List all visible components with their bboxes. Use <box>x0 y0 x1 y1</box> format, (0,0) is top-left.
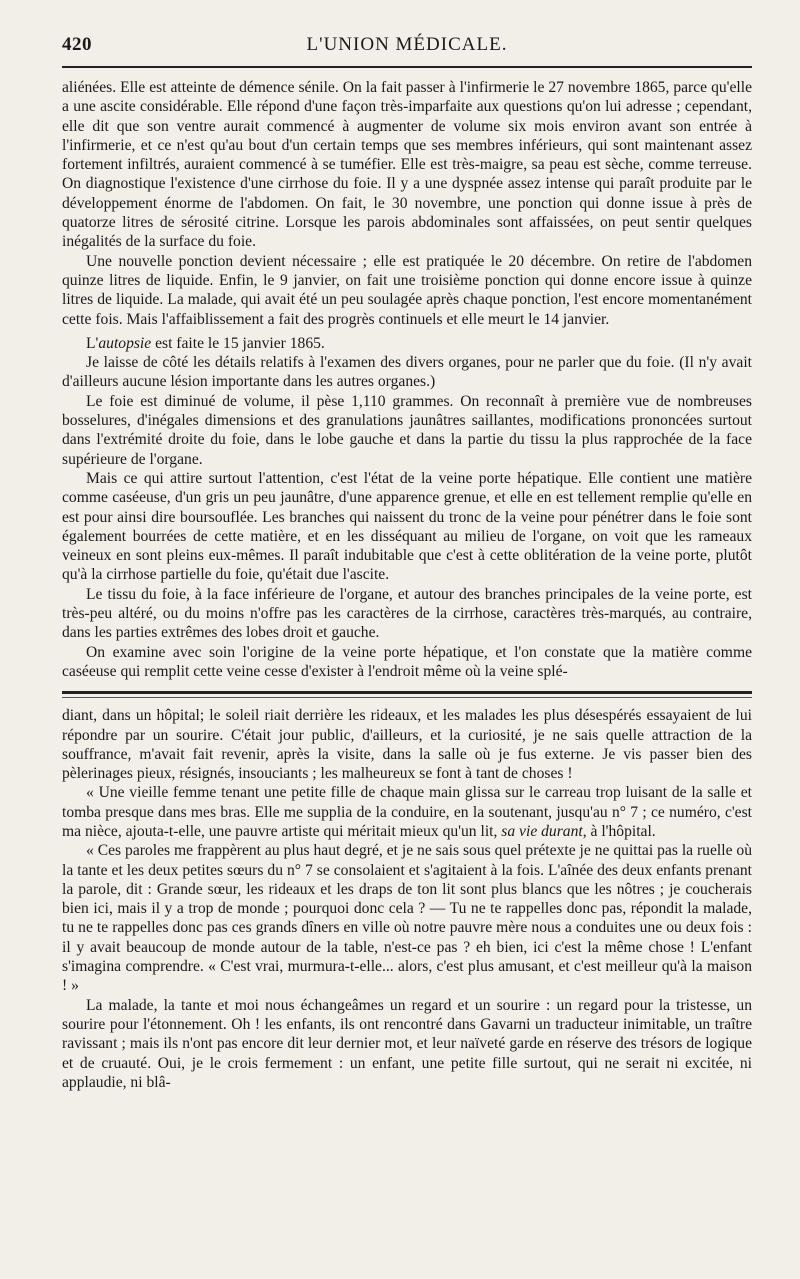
feuilleton-text: , à l'hôpital. <box>582 822 656 840</box>
case-paragraph: aliénées. Elle est atteinte de démence sénile. On la fait passer à l'infirmerie le 27 novembre 1865, parce qu'elle a une ascite considérable. Elle répond d'une façon très-imparfaite aux questions qu'on lui adresse ; cependant, elle dit que son ventre aurait commencé à augmenter de volume six mois environ avant son entrée à l'infirmerie, et ce n'est qu'au bout d'un certain temps que ses membres inférieurs, qui sont maintenant assez fortement infiltrés, auraient commencé à se tuméfier. Elle est très-maigre, sa peau est sèche, comme terreuse. On diagnostique l'existence d'une cirrhose du foie. Il y a une dyspnée assez intense qui paraît produite par le développement énorme de l'abdomen. On fait, le 30 novembre, une ponction qui donne issue à près de quatorze litres de sérosité citrine. Lorsque les parois abdominales sont affaissées, on peut sentir quelques inégalités de la surface du foie. <box>62 79 752 251</box>
autopsy-prefix: L' <box>86 334 99 352</box>
header-rule <box>62 66 752 68</box>
feuilleton-section <box>62 706 752 1092</box>
feuilleton-italic: sa vie durant <box>501 822 583 840</box>
autopsy-heading <box>62 334 752 353</box>
journal-title: L'UNION MÉDICALE. <box>306 34 508 55</box>
feuilleton-paragraph <box>62 783 752 841</box>
feuilleton-paragraph: diant, dans un hôpital; le soleil riait derrière les rideaux, et les malades les plus désespérés essayaient de lui répondre par un sourire. C'était jour public, d'ailleurs, et la curiosité, je ne sais quelle attraction de la souffrance, m'avait fait revenir, après la visite, dans la salle où je fus externe. Je vis passer bien des pèlerinages pieux, résignés, insouciants ; les malheureux se font à tant de choses ! <box>62 707 752 783</box>
case-paragraph: On examine avec soin l'origine de la veine porte hépatique, et l'on constate que la matière comme caséeuse qui remplit cette veine cesse d'exister à l'endroit même où la veine splé- <box>62 643 752 680</box>
case-paragraph: Le tissu du foie, à la face inférieure de l'organe, et autour des branches principales de la veine porte, est très-peu altéré, ou du moins n'offre pas les caractères de la cirrhose, caractères très-marqués, au contraire, dans les parties extrêmes des lobes droit et gauche. <box>62 585 752 642</box>
feuilleton-text: « Une vieille femme tenant une petite fille de chaque main glissa sur le carreau trop luisant de la salle et tomba presque dans mes bras. Elle me supplia de la conduire, en la soutenant, jusqu'au n° 7 ; ce numéro, c'est ma nièce, ajouta-t-elle, une pauvre artiste qui méritait mieux qu'un lit, <box>62 784 752 840</box>
page-number: 420 <box>62 34 92 55</box>
case-paragraph: Mais ce qui attire surtout l'attention, c'est l'état de la veine porte hépatique. Elle contient une matière comme caséeuse, d'un gris un peu jaunâtre, d'une apparence grenue, et elle en est tellement remplie qu'elle en est pour ainsi dire boursouflée. Les branches qui naissent du tronc de la veine pour pénétrer dans le foie sont également bourrées de cette matière, et en les disséquant au milieu de l'organe, on voit que les rameaux veineux en sont pleins eux-mêmes. Il paraît indubitable que c'est à cette oblitération de la veine porte, plutôt qu'à la cirrhose partielle du foie, qu'était due l'ascite. <box>62 469 752 584</box>
clinical-case-section <box>62 78 752 681</box>
case-paragraph: Une nouvelle ponction devient nécessaire ; elle est pratiquée le 20 décembre. On retire de l'abdomen quinze litres de liquide. Enfin, le 9 janvier, on fait une troisième ponction qui donne encore issue à quinze litres de liquide. La malade, qui avait été un peu soulagée après chaque ponction, l'est encore momentanément cette fois. Mais l'affaiblissement a fait des progrès continuels et elle meurt le 14 janvier. <box>62 252 752 328</box>
case-paragraph: Le foie est diminué de volume, il pèse 1,110 grammes. On reconnaît à première vue de nombreuses bosselures, d'inégales dimensions et des granulations jaunâtres saillantes, modifications prononcées surtout dans l'extrémité droite du foie, dans le lobe gauche et dans la partie du tissu la plus rapprochée de la face supérieure de l'organe. <box>62 392 752 468</box>
case-paragraph: Je laisse de côté les détails relatifs à l'examen des divers organes, pour ne parler que du foie. (Il n'y avait d'ailleurs aucune lésion importante dans les autres organes.) <box>62 354 752 391</box>
feuilleton-paragraph: « Ces paroles me frappèrent au plus haut degré, et je ne sais sous quel prétexte je ne quittai pas la ruelle où la tante et les deux petites sœurs du n° 7 se consolaient et s'agitaient à la fois. L'aînée des deux enfants prenant la parole, dit : Grande sœur, les rideaux et les draps de ton lit sont plus blancs que les nôtres ; je coucherais bien ici, mais il y a trop de monde ; pourquoi donc cela ? — Tu ne te rappelles donc pas, répondit la malade, tu ne te rappelles donc pas ces grands dîners en ville où notre pauvre mère nous a conduites une ou deux fois : il y avait beaucoup de monde autour de la table, n'est-ce pas ? eh bien, ici c'est la même chose ! L'enfant s'imagina comprendre. « C'est vrai, murmura-t-elle... alors, c'est plus amusant, et c'est meilleur qu'à la maison ! » <box>62 842 752 995</box>
autopsy-italic: autopsie <box>98 334 152 352</box>
feuilleton-paragraph: La malade, la tante et moi nous échangeâmes un regard et un sourire : un regard pour la tristesse, un sourire pour l'étonnement. Oh ! les enfants, ils ont rencontré dans Gavarni un traducteur inimitable, un traître ravissant ; mais ils n'ont pas encore dit leur dernier mot, et leur naïveté garde en réserve des trésors de logique et de cruauté. Oui, je le crois fermement : un enfant, une petite fille surtout, qui ne serait ni excitée, ni applaudie, ni blâ- <box>62 996 752 1091</box>
feuilleton-rule <box>62 691 752 694</box>
autopsy-rest: est faite le 15 janvier 1865. <box>151 334 325 352</box>
running-head <box>62 26 752 60</box>
